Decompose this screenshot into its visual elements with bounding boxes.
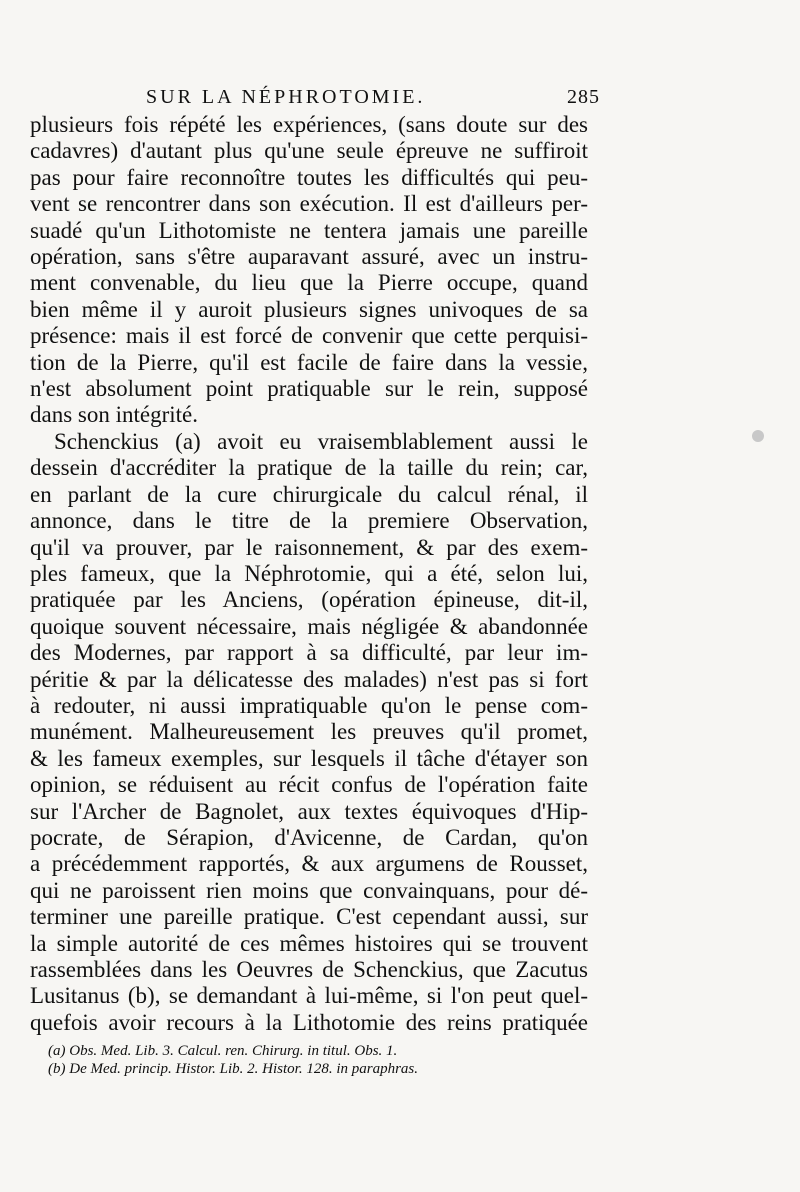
text-line: & les fameux exemples, sur lesquels il tâche d'étayer son xyxy=(30,745,588,771)
body-text xyxy=(30,112,588,1036)
footnote: (a) Obs. Med. Lib. 3. Calcul. ren. Chirurg. in titul. Obs. 1. xyxy=(48,1043,398,1059)
text-line: quoique souvent nécessaire, mais négligée & abandonnée xyxy=(30,613,588,639)
text-line: pratiquée par les Anciens, (opération épineuse, dit-il, xyxy=(30,587,588,613)
text-line: quefois avoir recours à la Lithotomie des reins pratiquée xyxy=(30,1009,588,1035)
footnotes xyxy=(48,1042,568,1078)
page-number: 285 xyxy=(567,86,600,108)
text-line: annonce, dans le titre de la premiere Observation, xyxy=(30,508,588,534)
text-line: opinion, se réduisent au récit confus de l'opération faite xyxy=(30,772,588,798)
text-line: terminer une pareille pratique. C'est cependant aussi, sur xyxy=(30,904,588,930)
text-line: pas pour faire reconnoître toutes les difficultés qui peu- xyxy=(30,164,588,190)
text-line: suadé qu'un Lithotomiste ne tentera jamais une pareille xyxy=(30,217,588,243)
text-line: rassemblées dans les Oeuvres de Schenckius, que Zacutus xyxy=(30,957,588,982)
text-line: munément. Malheureusement les preuves qu'il promet, xyxy=(30,719,588,745)
text-line: des Modernes, par rapport à sa difficulté, par leur im- xyxy=(30,640,588,666)
text-line: tion de la Pierre, qu'il est facile de faire dans la vessie, xyxy=(30,349,588,375)
text-line: n'est absolument point pratiquable sur le rein, supposé xyxy=(30,376,588,402)
running-title: SUR LA NÉPHROTOMIE. xyxy=(146,86,426,108)
text-line: dessein d'accréditer la pratique de la taille du rein; car, xyxy=(30,455,588,481)
text-line: ples fameux, que la Néphrotomie, qui a été, selon lui, xyxy=(30,560,588,586)
text-line: cadavres) d'autant plus qu'une seule épreuve ne suffiroit xyxy=(30,138,588,164)
text-line: Lusitanus (b), se demandant à lui-même, si l'on peut quel- xyxy=(30,983,588,1009)
text-line: péritie & par la délicatesse des malades) n'est pas si fort xyxy=(30,666,588,692)
text-line: qu'il va prouver, par le raisonnement, & par des exem- xyxy=(30,534,588,560)
text-line: vent se rencontrer dans son exécution. Il est d'ailleurs per- xyxy=(30,191,588,217)
text-line: ment convenable, du lieu que la Pierre occupe, quand xyxy=(30,270,588,296)
text-line: en parlant de la cure chirurgicale du calcul rénal, il xyxy=(30,481,588,507)
text-line: qui ne paroissent rien moins que convainquans, pour dé- xyxy=(30,877,588,903)
page-header xyxy=(140,86,600,112)
text-line: Schenckius (a) avoit eu vraisemblablement aussi le xyxy=(54,428,588,454)
text-line: pocrate, de Sérapion, d'Avicenne, de Cardan, qu'on xyxy=(30,824,588,850)
text-line: à redouter, ni aussi impratiquable qu'on le pense com- xyxy=(30,692,588,718)
text-line: plusieurs fois répété les expériences, (sans doute sur des xyxy=(30,112,588,137)
text-line: dans son intégrité. xyxy=(30,402,198,428)
ink-spot xyxy=(752,430,764,442)
text-line: la simple autorité de ces mêmes histoires qui se trouvent xyxy=(30,930,588,956)
text-line: opération, sans s'être auparavant assuré, avec un instru- xyxy=(30,244,588,270)
text-line: présence: mais il est forcé de convenir que cette perquisi- xyxy=(30,323,588,349)
text-line: sur l'Archer de Bagnolet, aux textes équivoques d'Hip- xyxy=(30,798,588,824)
text-line: bien même il y auroit plusieurs signes univoques de sa xyxy=(30,296,588,322)
footnote: (b) De Med. princip. Histor. Lib. 2. Histor. 128. in paraphras. xyxy=(48,1061,419,1077)
text-line: a précédemment rapportés, & aux argumens de Rousset, xyxy=(30,851,588,877)
